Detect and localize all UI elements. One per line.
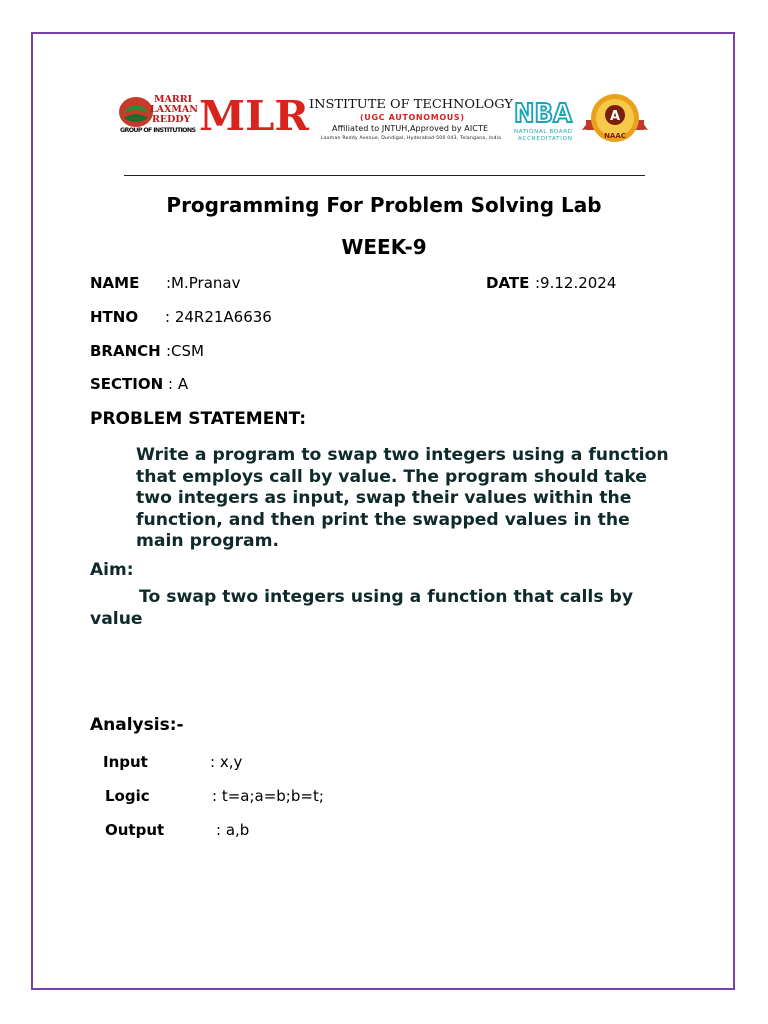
name-label: NAME (90, 274, 140, 292)
svg-text:MLR: MLR (199, 92, 310, 140)
naac-badge-icon (582, 94, 648, 142)
htno-value: : 24R21A6636 (165, 308, 272, 326)
course-title: Programming For Problem Solving Lab (166, 193, 602, 217)
svg-text:Laxman Reddy Avenue, Dundigal,: Laxman Reddy Avenue, Dundigal, Hyderabad-500 043, Telangana, India (321, 136, 501, 141)
aim-text: To swap two integers using a function that calls by value (90, 587, 634, 629)
logic-label: Logic (105, 787, 150, 805)
svg-text:ACCREDITATION: ACCREDITATION (518, 136, 572, 142)
date-label: DATE (486, 274, 530, 292)
input-value: : x,y (210, 753, 243, 771)
output-value: : a,b (216, 821, 250, 839)
institution-logo-banner (114, 88, 658, 150)
svg-text:NBA: NBA (514, 99, 572, 129)
svg-text:NATIONAL BOARD: NATIONAL BOARD (514, 129, 572, 135)
branch-label: BRANCH (90, 342, 161, 360)
htno-label: HTNO (90, 308, 139, 326)
output-label: Output (105, 821, 165, 839)
branch-value: :CSM (166, 342, 204, 360)
week-title: WEEK-9 (341, 235, 427, 259)
section-value: : A (168, 375, 189, 393)
problem-text: Write a program to swap two integers using a function that employs call by value. The program should take two integers as input, swap their values within the function, and then print the swapped values in the main program. (136, 445, 669, 551)
analysis-heading: Analysis:- (90, 715, 184, 735)
group-emblem-icon (119, 97, 153, 127)
svg-text:Affiliated to JNTUH,Approved b: Affiliated to JNTUH,Approved by AICTE (332, 124, 488, 133)
name-value: :M.Pranav (166, 274, 241, 292)
svg-text:MARRI: MARRI (154, 94, 193, 105)
svg-text:A: A (609, 109, 621, 124)
svg-text:GROUP OF INSTITUTIONS: GROUP OF INSTITUTIONS (120, 127, 196, 134)
svg-text:REDDY: REDDY (152, 114, 191, 125)
date-value: :9.12.2024 (535, 274, 617, 292)
section-label: SECTION (90, 375, 164, 393)
problem-heading: PROBLEM STATEMENT: (90, 409, 307, 429)
svg-text:INSTITUTE OF TECHNOLOGY: INSTITUTE OF TECHNOLOGY (309, 96, 514, 111)
svg-text:LAXMAN: LAXMAN (150, 104, 198, 115)
svg-text:(UGC AUTONOMOUS): (UGC AUTONOMOUS) (360, 113, 464, 122)
aim-heading: Aim: (90, 560, 134, 580)
input-label: Input (103, 753, 148, 771)
header-divider (124, 175, 645, 176)
logic-value: : t=a;a=b;b=t; (212, 787, 324, 805)
svg-text:NAAC: NAAC (604, 132, 626, 140)
